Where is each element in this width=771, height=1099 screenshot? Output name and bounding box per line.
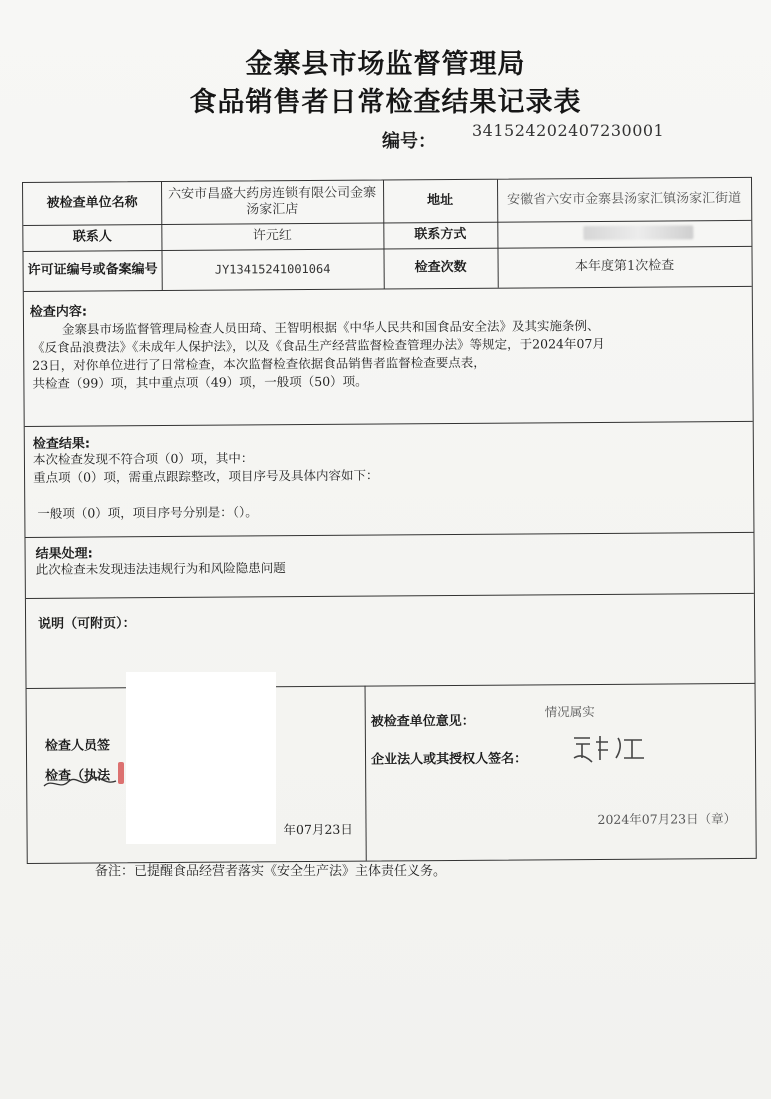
footer-note: 备注：已提醒食品经营者落实《安全生产法》主体责任义务。: [95, 864, 447, 879]
law-officer-sign-label: 检查（执法: [45, 768, 111, 784]
inspection-count-label: 检查次数: [414, 259, 467, 276]
result-line-1: 本次检查发现不符合项（0）项，其中：: [32, 450, 254, 467]
contact-method-label: 联系方式: [414, 226, 467, 243]
unit-name-value: 六安市昌盛大药房连锁有限公司金寨汤家汇店: [168, 185, 377, 218]
inspection-count-value: 本年度第1次检查: [574, 258, 675, 275]
unit-opinion-value: 情况属实: [544, 704, 595, 720]
result-title: 检查结果:: [32, 436, 91, 452]
inspector-sign-label: 检查人员签: [44, 738, 111, 754]
content-line-3: 23日，对你单位进行了日常检查，本次监督检查依据食品销售者监督检查要点表，: [32, 354, 486, 373]
doc-number-label: 编号：: [382, 131, 436, 152]
license-label: 许可证编号或备案编号: [27, 262, 158, 278]
content-line-4: 共检查（99）项，其中重点项（49）项，一般项（50）项。: [32, 373, 368, 391]
contact-value: 许元红: [252, 228, 292, 244]
content-line-2: 《反食品浪费法》《未成年人保护法》，以及《食品生产经营监督检查管理办法》等规定，于2024年07月: [32, 335, 605, 355]
redaction-block: [126, 672, 276, 844]
form-title: 食品销售者日常检查结果记录表: [189, 87, 582, 118]
doc-number-value: 341524202407230001: [472, 121, 665, 140]
handling-text: 此次检查未发现违法违规行为和风险隐患问题: [35, 560, 286, 577]
left-sign-date: 年07月23日: [283, 821, 353, 838]
address-label: 地址: [427, 192, 454, 209]
address-value: 安徽省六安市金寨县汤家汇镇汤家汇街道: [507, 190, 742, 208]
right-sign-date: 2024年07月23日（章）: [597, 811, 737, 827]
contact-label: 联系人: [72, 229, 112, 245]
legal-representative-signature: [568, 728, 660, 766]
license-value: JY13415241001064: [214, 261, 331, 277]
result-line-3: 一般项（0）项，项目序号分别是：（）。: [37, 504, 258, 521]
unit-name-label: 被检查单位名称: [46, 195, 138, 211]
legal-sign-label: 企业法人或其授权人签名：: [370, 751, 528, 768]
agency-title: 金寨县市场监督管理局: [245, 49, 526, 80]
content-title: 检查内容:: [29, 304, 88, 320]
explanation-title: 说明（可附页）：: [38, 616, 136, 632]
unit-opinion-label: 被检查单位意见：: [370, 713, 475, 730]
inspector-signature-scribble: [42, 772, 122, 794]
handling-title: 结果处理:: [35, 546, 93, 562]
content-line-1: 金寨县市场监督管理局检查人员田琦、王智明根据《中华人民共和国食品安全法》及其实施条例、: [61, 317, 600, 337]
contact-method-redacted: [583, 225, 693, 240]
result-line-2: 重点项（0）项，需重点跟踪整改，项目序号及具体内容如下：: [33, 467, 379, 485]
